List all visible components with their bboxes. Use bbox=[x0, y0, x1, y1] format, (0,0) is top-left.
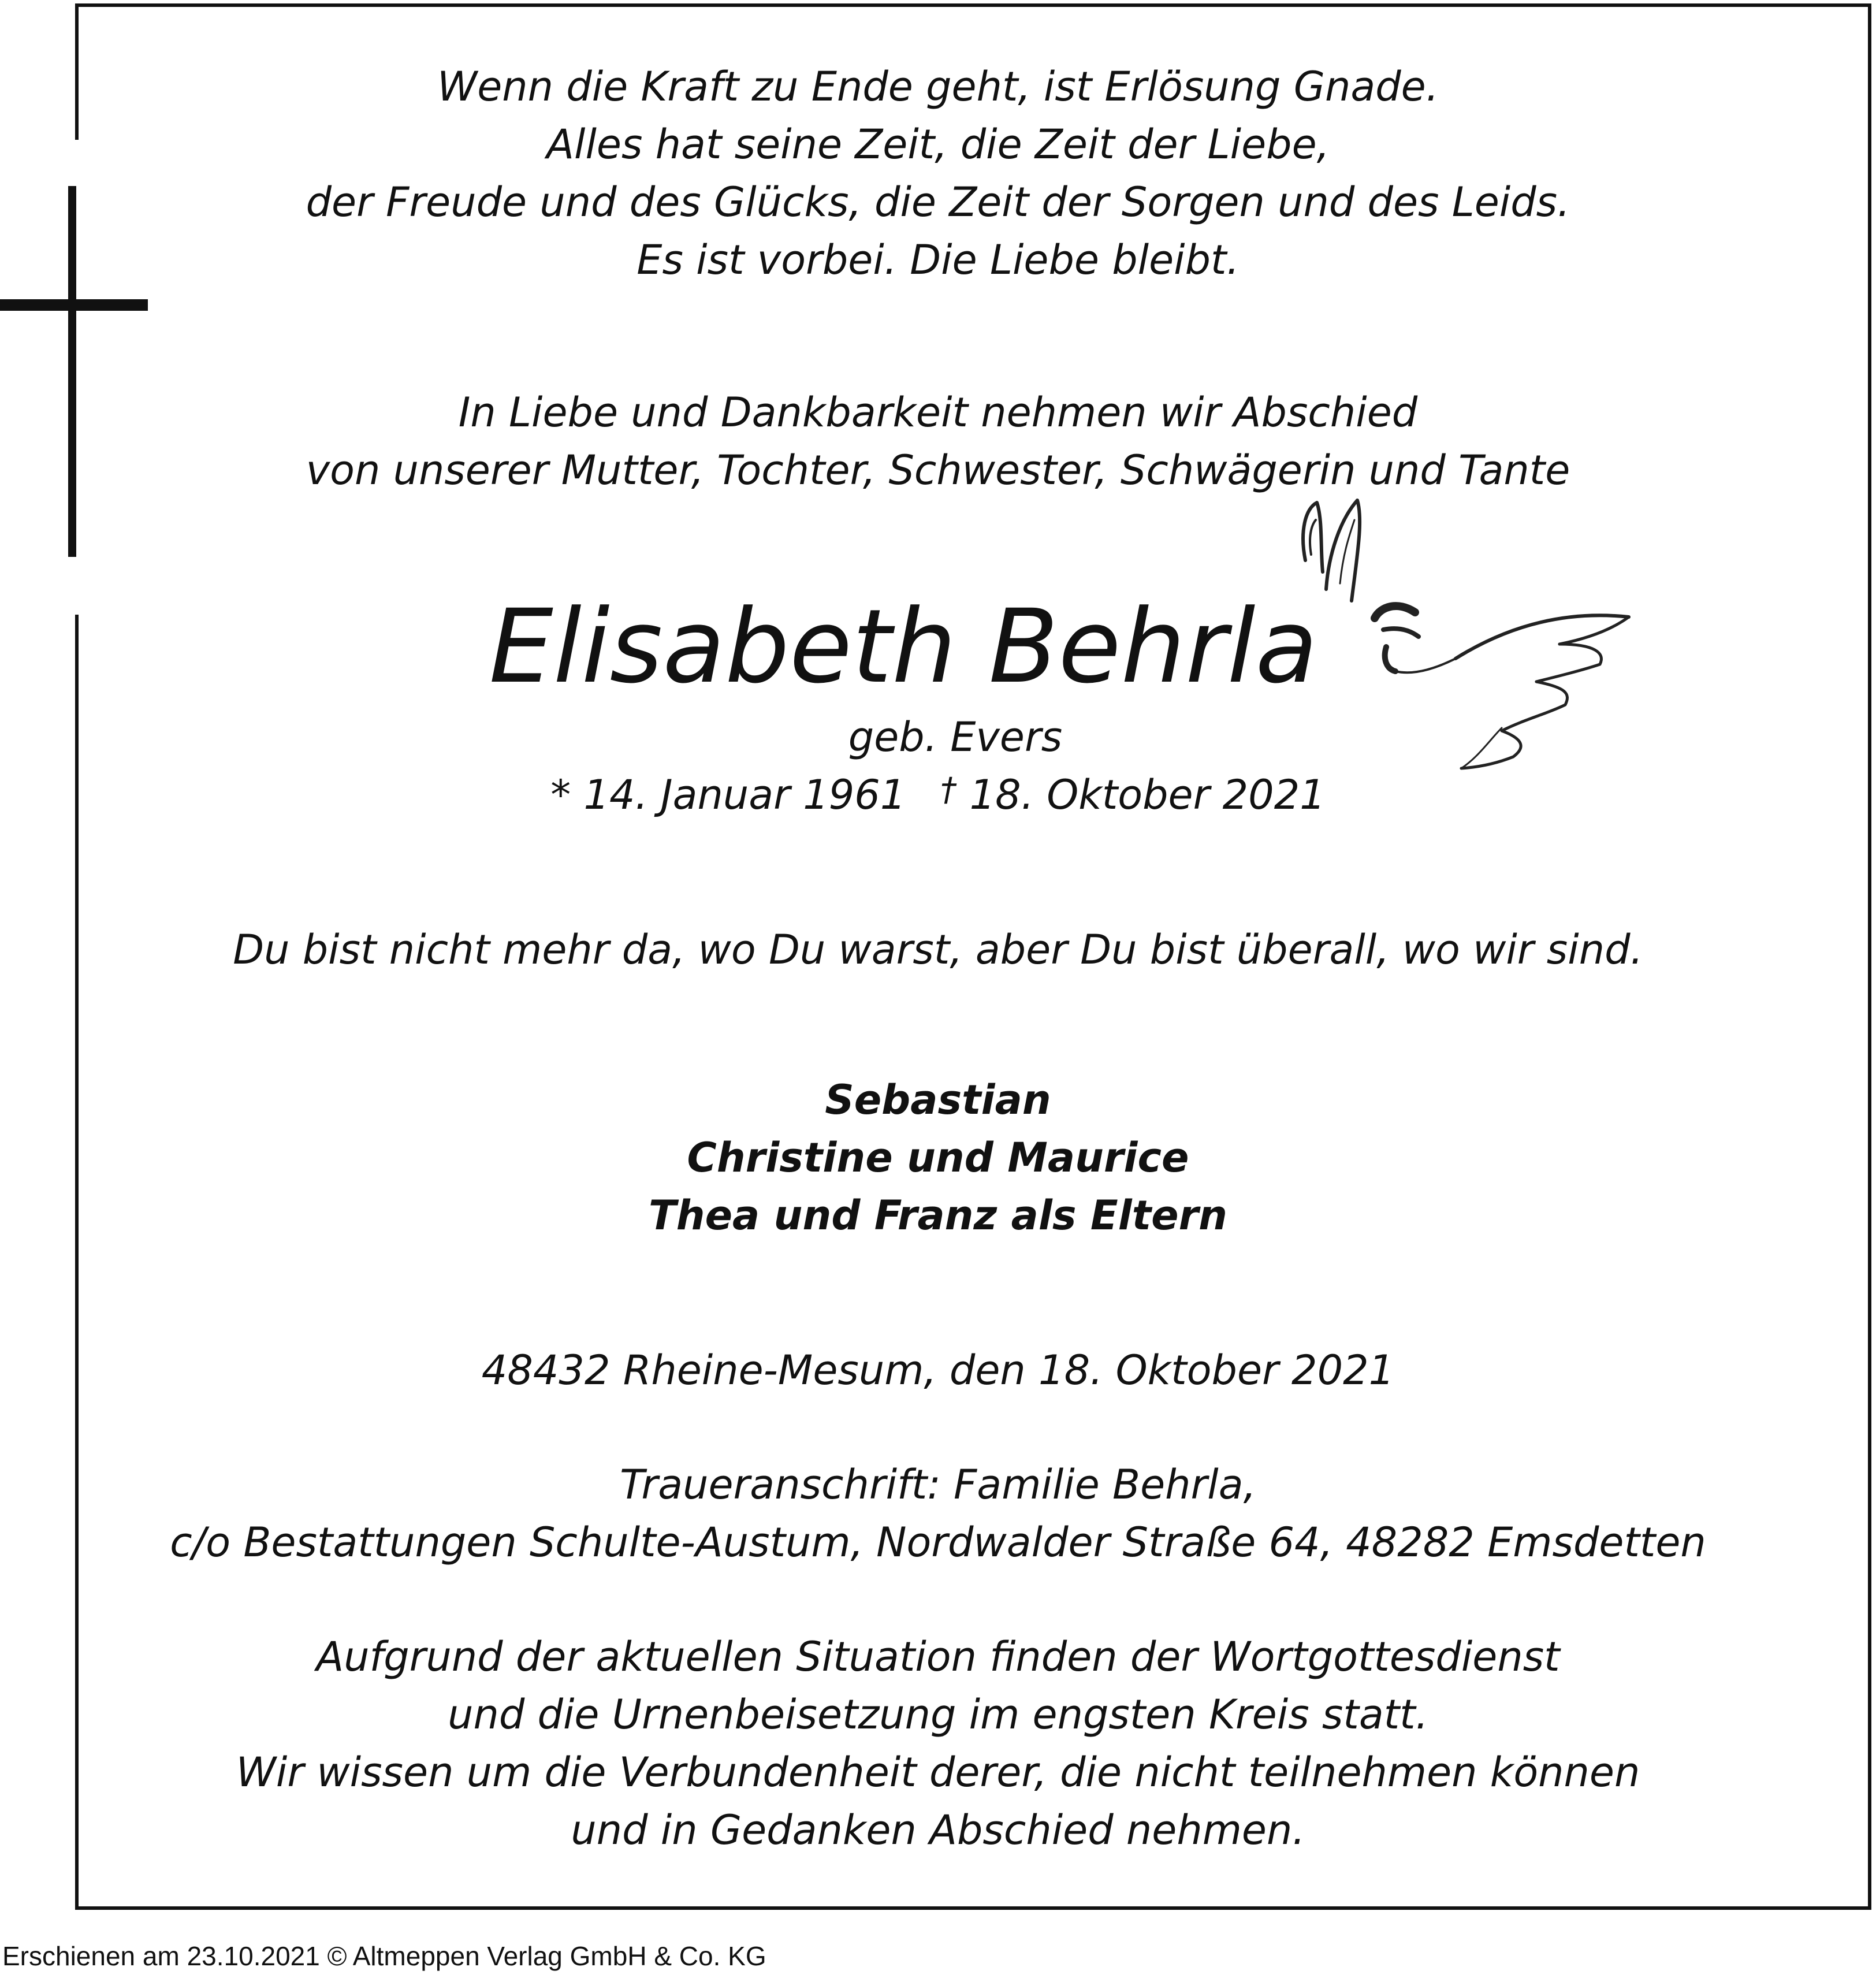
notice-line: und die Urnenbeisetzung im engsten Kreis statt. bbox=[448, 1691, 1428, 1738]
death-date: 18. Oktober 2021 bbox=[969, 771, 1326, 819]
address-line: c/o Bestattungen Schulte-Austum, Nordwalder Straße 64, 48282 Emsdetten bbox=[170, 1519, 1706, 1566]
intro-line: In Liebe und Dankbarkeit nehmen wir Abschied bbox=[458, 389, 1418, 436]
intro-line: von unserer Mutter, Tochter, Schwester, Schwägerin und Tante bbox=[306, 447, 1570, 494]
poem-line: der Freude und des Glücks, die Zeit der Sorgen und des Leids. bbox=[306, 179, 1570, 226]
dagger-icon: † bbox=[940, 771, 957, 809]
mourner-line: Christine und Maurice bbox=[687, 1134, 1189, 1181]
poem bbox=[0, 58, 1876, 289]
frame-bottom-border bbox=[75, 1906, 1871, 1910]
memorial-quote: Du bist nicht mehr da, wo Du warst, aber Du bist überall, wo wir sind. bbox=[233, 926, 1643, 973]
mourner-line: Thea und Franz als Eltern bbox=[648, 1192, 1227, 1239]
service-notice bbox=[0, 1628, 1876, 1859]
notice-line: Aufgrund der aktuellen Situation finden der Wortgottesdienst bbox=[316, 1633, 1560, 1680]
deceased-name: Elisabeth Behrla bbox=[489, 588, 1318, 706]
frame-top-border bbox=[75, 3, 1871, 7]
address-line: Traueranschrift: Familie Behrla, bbox=[620, 1461, 1256, 1508]
poem-line: Es ist vorbei. Die Liebe bleibt. bbox=[636, 236, 1240, 284]
mourners bbox=[0, 1071, 1876, 1244]
place-date: 48432 Rheine-Mesum, den 18. Oktober 2021 bbox=[481, 1347, 1395, 1394]
publication-footer: Erschienen am 23.10.2021 © Altmeppen Verlag GmbH & Co. KG bbox=[2, 1941, 766, 1971]
mourning-address bbox=[0, 1456, 1876, 1571]
poem-line: Wenn die Kraft zu Ende geht, ist Erlösung Gnade. bbox=[437, 63, 1439, 110]
farewell-intro bbox=[0, 384, 1876, 499]
notice-line: und in Gedanken Abschied nehmen. bbox=[571, 1806, 1305, 1854]
notice-line: Wir wissen um die Verbundenheit derer, die nicht teilnehmen können bbox=[236, 1749, 1640, 1796]
maiden-name: geb. Evers bbox=[848, 713, 1063, 761]
birth-date: * 14. Januar 1961 bbox=[550, 771, 906, 819]
mourner-line: Sebastian bbox=[825, 1076, 1051, 1124]
life-dates bbox=[0, 766, 1876, 827]
poem-line: Alles hat seine Zeit, die Zeit der Liebe, bbox=[546, 121, 1330, 168]
